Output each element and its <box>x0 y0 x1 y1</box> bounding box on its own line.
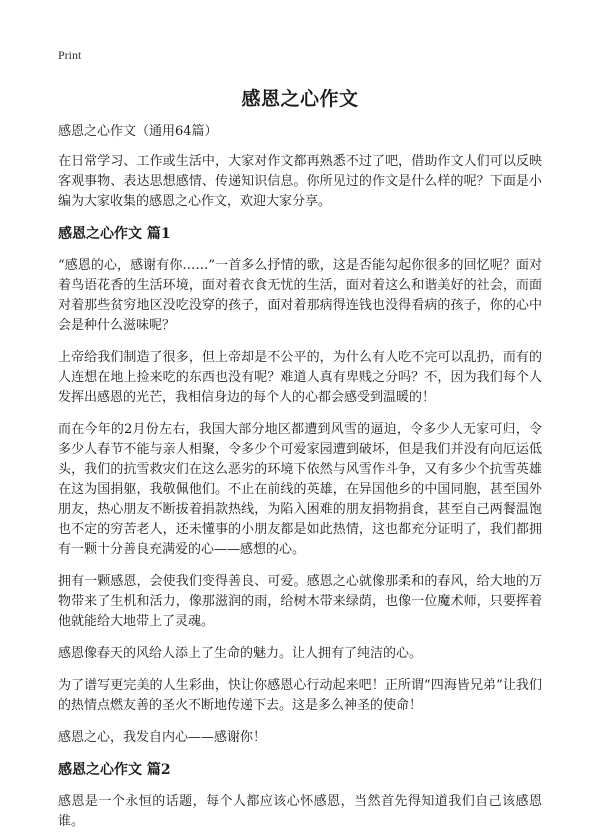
section-1-paragraph-5: 感恩像春天的风给人添上了生命的魅力。让人拥有了纯洁的心。 <box>58 646 423 661</box>
section-1-paragraph-2: 上帝给我们制造了很多，但上帝却是不公平的，为什么有人吃不完可以乱扔，而有的人连想在地上捡来吃的东西也没有呢？难道人真有卑贱之分吗？不，因为我们每个人发挥出感恩的光芒，我相信身边的每个人的心都会感受到温暖的！ <box>58 350 542 405</box>
section-1-paragraph-4: 拥有一颗感恩，会使我们变得善良、可爱。感恩之心就像那柔和的春风，给大地的万物带来了生机和活力，像那滋润的雨，给树木带来绿荫，也像一位魔术师，只要挥着他就能给大地带上了灵魂。 <box>58 574 542 629</box>
section-heading-1: 感恩之心作文 篇1 <box>58 226 171 242</box>
intro-paragraph: 在日常学习、工作或生活中，大家对作文都再熟悉不过了吧，借助作文人们可以反映客观事物、表达思想感情、传递知识信息。你所见过的作文是什么样的呢？下面是小编为大家收集的感恩之心作文，欢迎大家分享。 <box>58 154 542 209</box>
section-1-paragraph-1: “感恩的心，感谢有你……”一首多么抒情的歌，这是否能勾起你很多的回忆呢？面对着鸟语花香的生活环境，面对着衣食无忧的生活，面对着这么和谐美好的社会，而面对着那些贫穷地区没吃没穿的孩子，面对着那病得连钱也没得看病的孩子，你的心中会是种什么滋味呢？ <box>58 258 542 333</box>
section-1-paragraph-7: 感恩之心，我发自内心——感谢你！ <box>58 730 267 745</box>
section-1-paragraph-6: 为了谱写更完美的人生彩曲，快让你感恩心行动起来吧！正所谓“四海皆兄弟”让我们的热情点燃友善的圣火不断地传递下去。这是多么神圣的使命！ <box>58 678 542 713</box>
section-heading-2: 感恩之心作文 篇2 <box>58 762 171 778</box>
section-2-paragraph-1: 感恩是一个永恒的话题，每个人都应该心怀感恩，当然首先得知道我们自己该感恩谁。 <box>58 794 542 829</box>
document-subtitle: 感恩之心作文（通用64篇） <box>58 124 218 139</box>
section-1-paragraph-3: 而在今年的2月份左右，我国大部分地区都遭到风雪的逼迫，令多少人无家可归，令多少人春节不能与亲人相聚，令多少个可爱家园遭到破坏，但是我们并没有向厄运低头，我们的抗雪救灾们在这么恶劣的环境下依然与风雪作斗争，又有多少个抗雪英雄在这为国捐躯，我敬佩他们。不止在前线的英雄，在异国他乡的中国同胞，甚至国外朋友，热心朋友不断拔着捐款热线，为陷入困难的朋友捐物捐食，甚至自己两餐温饱也不定的穷苦老人，还未懂事的小朋友都是如此热情，这也都充分证明了，我们都拥有一颗十分善良充满爱的心——感想的心。 <box>58 422 542 557</box>
page-title: 感恩之心作文 <box>241 88 359 110</box>
print-link[interactable]: Print <box>58 48 82 62</box>
